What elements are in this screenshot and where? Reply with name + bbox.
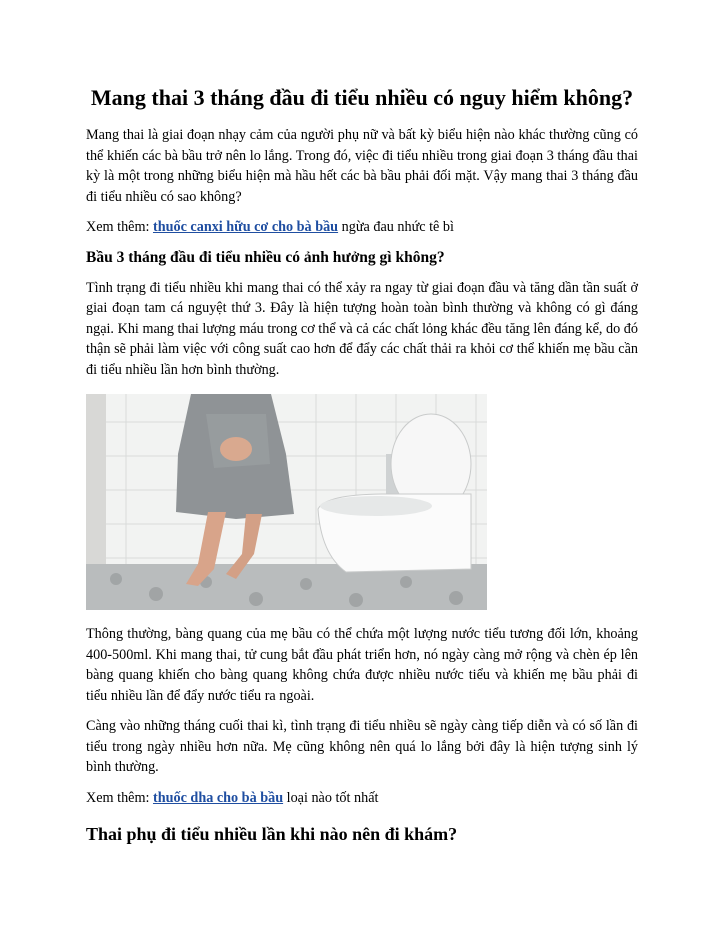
see-also-2-prefix: Xem thêm: [86, 789, 153, 806]
dha-link[interactable]: thuốc dha cho bà bầu [152, 789, 284, 806]
section-heading-2: Thai phụ đi tiểu nhiều lần khi nào nên đi khám? [86, 824, 458, 844]
paragraph-1: Tình trạng đi tiểu nhiều khi mang thai có thể xảy ra ngay từ giai đoạn đầu và tăng dần tần suất ở giai đoạn tam cá nguyệt thứ 3. Đây là hiện tượng hoàn toàn bình thường và không có gì đáng ngại. Khi mang thai lượng máu trong cơ thể và cả các chất lỏng khác đều tăng lên đáng kể, do đó thận sẽ phải làm việc với công suất cao hơn để đẩy các chất thải ra khỏi cơ thể khiến mẹ bầu cần đi tiểu nhiều lần hơn bình thường. [86, 279, 638, 378]
document-page [86, 82, 638, 846]
see-also-1 [86, 217, 638, 238]
canxi-link[interactable]: thuốc canxi hữu cơ cho bà bầu [152, 219, 339, 235]
bathroom-illustration [86, 394, 487, 610]
see-also-2-suffix: loại nào tốt nhất [283, 789, 379, 806]
page-title: Mang thai 3 tháng đầu đi tiểu nhiều có nguy hiểm không? [90, 85, 634, 110]
intro-paragraph: Mang thai là giai đoạn nhạy cảm của người phụ nữ và bất kỳ biểu hiện nào khác thường cũng có thể khiến các bà bầu trở nên lo lắng. Trong đó, việc đi tiểu nhiều trong giai đoạn 3 tháng đầu thai kỳ là một trong những biểu hiện mà hầu hết các bà bầu phải đối mặt. Vậy mang thai 3 tháng đầu đi tiểu nhiều có sao không? [86, 127, 638, 205]
bathroom-photo [86, 394, 487, 610]
paragraph-3: Càng vào những tháng cuối thai kì, tình trạng đi tiểu nhiều sẽ ngày càng tiếp diễn và có số lần đi tiểu trong ngày nhiều hơn nữa. Mẹ cũng không nên quá lo lắng bởi đây là hiện tượng sinh lý bình thường. [86, 718, 638, 775]
see-also-2 [86, 788, 638, 809]
paragraph-2: Thông thường, bàng quang của mẹ bầu có thể chứa một lượng nước tiểu tương đối lớn, khoảng 400-500ml. Khi mang thai, tử cung bắt đầu phát triển hơn, nó ngày càng mở rộng và chèn ép lên bàng quang khiến cho bàng quang không chứa được nhiều nước tiểu và khiến mẹ bầu phải đi tiểu nhiều lần để đẩy nước tiểu ra ngoài. [86, 626, 638, 704]
see-also-1-prefix: Xem thêm: [86, 219, 153, 235]
section-heading-1: Bầu 3 tháng đầu đi tiểu nhiều có ảnh hưởng gì không? [86, 248, 445, 266]
see-also-1-suffix: ngừa đau nhức tê bì [338, 219, 454, 235]
